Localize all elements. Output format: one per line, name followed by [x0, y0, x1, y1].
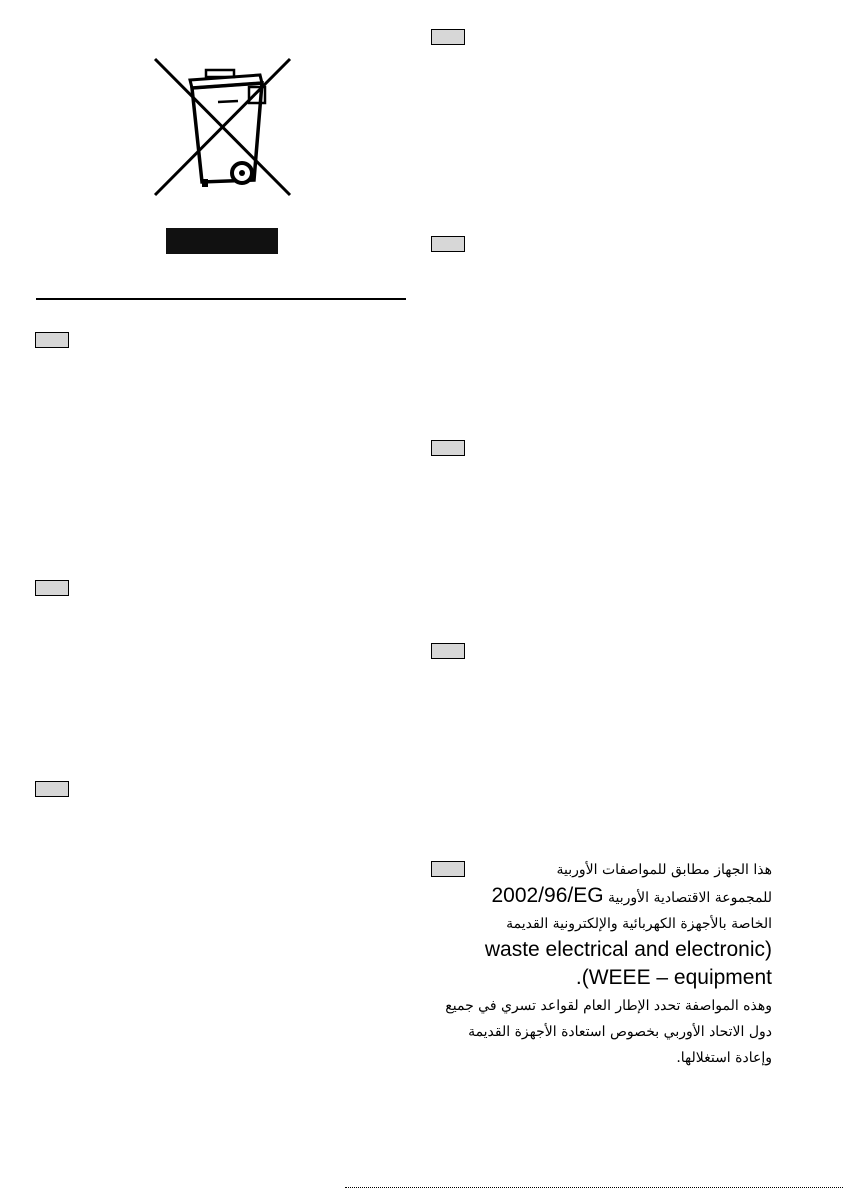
language-tag [35, 332, 69, 348]
notice-line [478, 883, 772, 911]
language-tag [431, 643, 465, 659]
notice-line-latin [478, 965, 772, 993]
latin-text: .(WEEE – equipment [575, 966, 772, 989]
notice-line: الخاصة بالأجهزة الكهربائية والإلكترونية القديمة [506, 916, 772, 932]
black-label-bar [166, 228, 278, 254]
notice-line-latin [478, 937, 772, 965]
notice-text: للمجموعة الاقتصادية الأوربية [608, 890, 772, 906]
directive-code: 2002/96/EG [491, 884, 604, 907]
language-tag [431, 440, 465, 456]
notice-line: وإعادة استغلالها. [676, 1050, 772, 1066]
notice-line: دول الاتحاد الأوربي بخصوص استعادة الأجهزة القديمة [468, 1024, 772, 1040]
language-tag-arabic [431, 861, 465, 877]
language-tag [431, 29, 465, 45]
notice-line: وهذه المواصفة تحدد الإطار العام لقواعد تسري في جميع [445, 998, 772, 1014]
weee-notice-arabic [445, 857, 772, 1071]
notice-line: هذا الجهاز مطابق للمواصفات الأوربية [556, 862, 772, 878]
language-tag [431, 236, 465, 252]
crossed-out-wheelie-bin-icon [150, 55, 295, 200]
horizontal-rule [36, 298, 406, 300]
language-tag [35, 580, 69, 596]
latin-text: waste electrical and electronic) [484, 938, 772, 961]
bottom-dotted-rule [345, 1187, 843, 1188]
language-tag [35, 781, 69, 797]
